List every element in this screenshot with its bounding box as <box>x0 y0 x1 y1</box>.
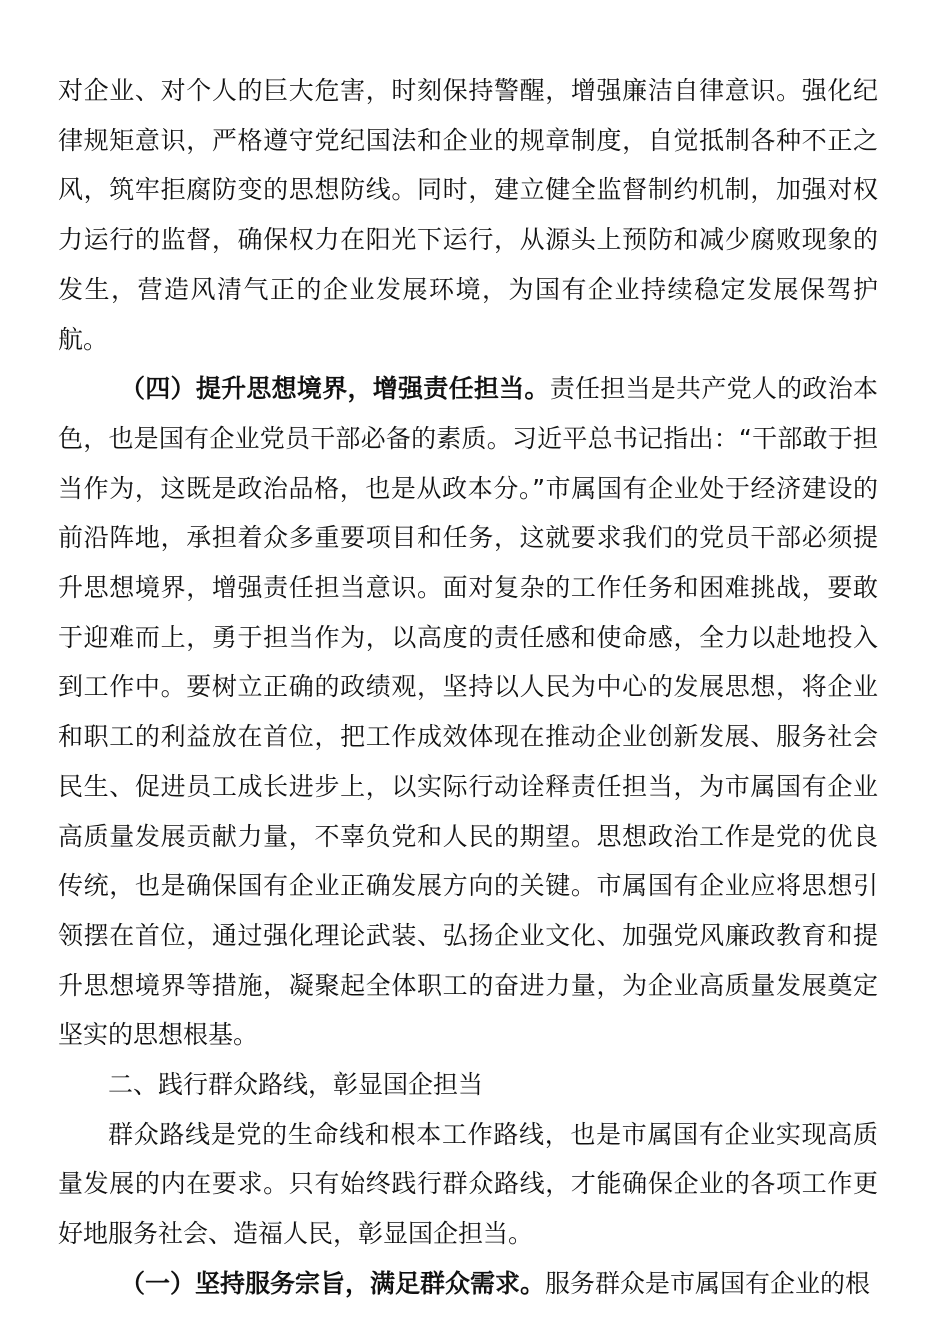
paragraph-service-body: 服务群众是市属国有企业的根 <box>545 1268 871 1298</box>
subsection-heading-1: （一）坚持服务宗旨，满足群众需求。 <box>120 1268 546 1298</box>
paragraph-responsibility-body: 责任担当是共产党人的政治本色，也是国有企业党员干部必备的素质。习近平总书记指出：“干部敢于担当作为，这既是政治品格，也是从政本分。”市属国有企业处于经济建设的前沿阵地，承担着众多重要项目和任务，这就要求我们的党员干部必须提升思想境界，增强责任担当意识。面对复杂的工作任务和困难挑战，要敢于迎难而上，勇于担当作为，以高度的责任感和使命感，全力以赴地投入到工作中。要树立正确的政绩观，坚持以人民为中心的发展思想，将企业和职工的利益放在首位，把工作成效体现在推动企业创新发展、服务社会民生、促进员工成长进步上，以实际行动诠释责任担当，为市属国有企业高质量发展贡献力量，不辜负党和人民的期望。思想政治工作是党的优良传统，也是确保国有企业正确发展方向的关键。市属国有企业应将思想引领摆在首位，通过强化理论武装、弘扬企业文化、加强党风廉政教育和提升思想境界等措施，凝聚起全体职工的奋进力量，为企业高质量发展奠定坚实的思想根基。 <box>58 374 878 1050</box>
section-title-2: 二、践行群众路线，彰显国企担当 <box>108 1070 484 1100</box>
document-page <box>58 66 878 1309</box>
paragraph-responsibility <box>58 364 878 1060</box>
subsection-heading-4: （四）提升思想境界，增强责任担当。 <box>120 374 550 404</box>
paragraph-anti-corruption: 对企业、对个人的巨大危害，时刻保持警醒，增强廉洁自律意识。强化纪律规矩意识，严格遵守党纪国法和企业的规章制度，自觉抵制各种不正之风，筑牢拒腐防变的思想防线。同时，建立健全监督制约机制，加强对权力运行的监督，确保权力在阳光下运行，从源头上预防和减少腐败现象的发生，营造风清气正的企业发展环境，为国有企业持续稳定发展保驾护航。 <box>58 76 878 354</box>
paragraph-mass-line: 群众路线是党的生命线和根本工作路线，也是市属国有企业实现高质量发展的内在要求。只有始终践行群众路线，才能确保企业的各项工作更好地服务社会、造福人民，彰显国企担当。 <box>58 1119 878 1249</box>
paragraph-service <box>58 1259 878 1309</box>
